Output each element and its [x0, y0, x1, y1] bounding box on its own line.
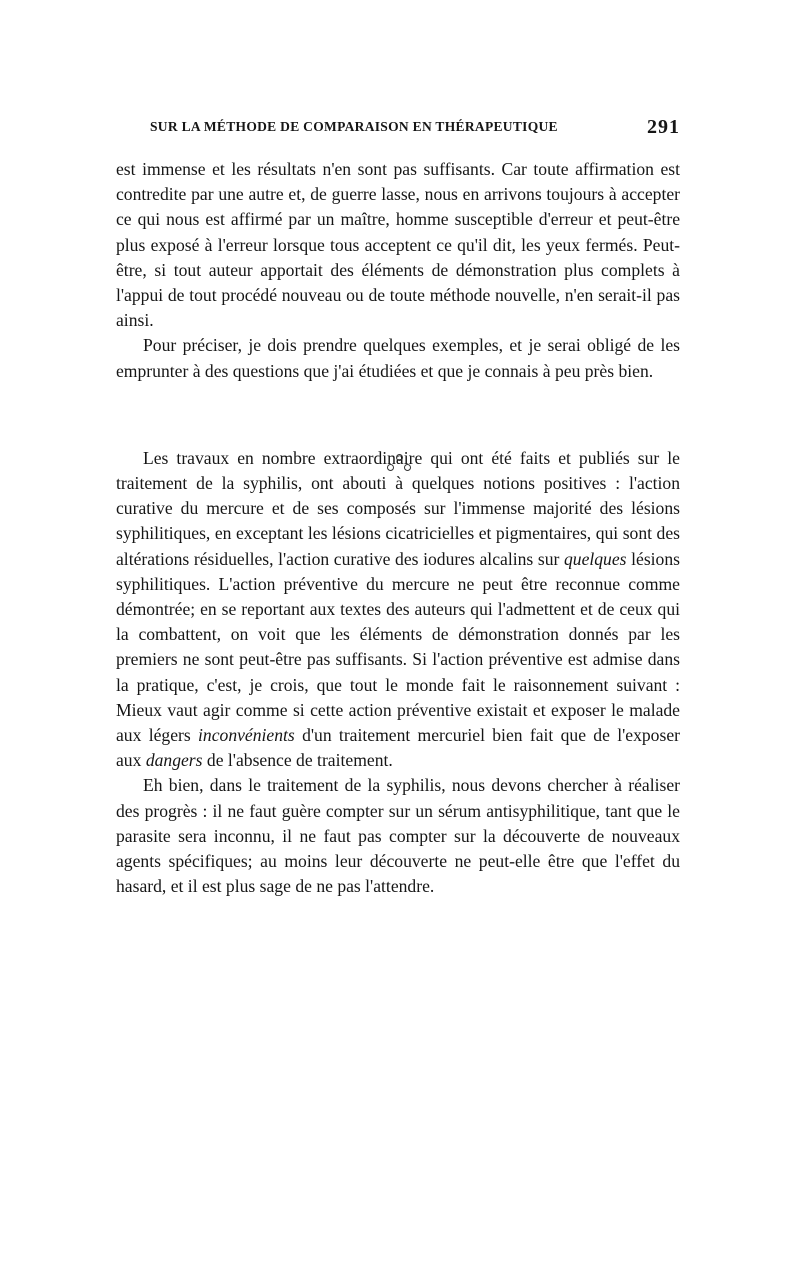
ornament-dot	[396, 454, 403, 461]
text-run: de l'absence de traitement.	[202, 750, 393, 771]
running-head-title: SUR LA MÉTHODE DE COMPARAISON EN THÉRAPEUTIQUE	[150, 119, 558, 134]
paragraph-pour-preciser: Pour préciser, je dois prendre quelques exemples, et je serai obligé de les emprunter à des questions que j'ai étudiées et que je connais à peu près bien.	[116, 335, 680, 381]
paragraph-continuation: est immense et les résultats n'en sont pas suffisants. Car toute affirmation est contredite par une autre et, de guerre lasse, nous en arrivons toujours à accepter ce qui nous est affirmé par un maître, homme susceptible d'erreur et peut-être plus exposé à l'erreur lorsque tous acceptent ce qu'il dit, les yeux fermés. Peut-être, si tout auteur apportait des éléments de démonstration plus complets à l'appui de tout procédé nouveau ou de toute méthode nouvelle, n'en serait-il pas ainsi.	[116, 159, 680, 331]
ornament-dot	[387, 464, 394, 471]
running-head	[150, 116, 680, 142]
body-text	[116, 157, 680, 899]
section-break-ornament	[384, 452, 414, 476]
italic-word: quelques	[563, 548, 627, 569]
paragraph-travaux	[116, 446, 680, 774]
text-run: lésions syphilitiques. L'action préventive du mercure ne peut être reconnue comme démontrée; en se reportant aux textes des auteurs qui l'admettent et de ceux qui la combattent, on voit que les éléments de démonstration donnés par les premiers ne sont peut-être pas suffisants. Si l'action préventive est admise dans la pratique, c'est, je crois, que tout le monde fait le raisonnement suivant : Mieux vaut agir comme si cette action préventive existait et exposer le malade aux légers	[116, 548, 680, 746]
paragraph-eh-bien: Eh bien, dans le traitement de la syphilis, nous devons chercher à réaliser des progrès : il ne faut guère compter sur un sérum antisyphilitique, tant que le parasite sera inconnu, il ne faut pas compter sur la découverte de nouveaux agents spécifiques; au moins leur découverte ne peut-elle être que l'effet du hasard, et il est plus sage de ne pas l'attendre.	[116, 775, 680, 897]
text-run: Les travaux en nombre extraordinaire qui ont été faits et publiés sur le traitement de la syphilis, ont abouti à quelques notions positives : l'action curative du mercure et de ses composés sur l'immense majorité des lésions syphilitiques, en exceptant les lésions cicatricielles et pigmentaires, qui sont des altérations résiduelles, l'action curative des iodures alcalins sur	[116, 447, 680, 569]
text-run: d'un traitement mercuriel bien fait que de l'exposer aux	[116, 725, 680, 771]
ornament-dot	[404, 464, 411, 471]
italic-word: dangers	[145, 750, 203, 771]
page-number: 291	[647, 116, 680, 138]
italic-word: inconvénients	[198, 725, 295, 746]
